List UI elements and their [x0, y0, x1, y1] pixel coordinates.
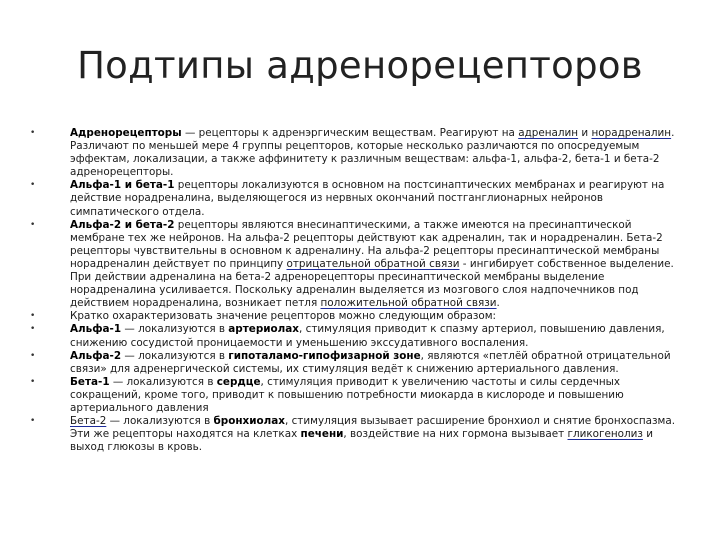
item-text: — локализуются в — [109, 375, 217, 388]
bullet-icon: • — [30, 180, 36, 191]
item-text: — локализуются в — [121, 349, 229, 362]
link-negative-feedback[interactable]: отрицательной обратной связи — [286, 257, 460, 270]
item-text: , являются «петлёй обратной отрицательной связи» для адренергической системы, их стимуляция ведёт к снижению артериального давления. — [70, 349, 671, 375]
term-bronchioles: бронхиолах — [213, 415, 285, 428]
slide-title: Подтипы адренорецепторов — [77, 44, 643, 87]
list-item-summary-intro — [30, 310, 685, 323]
bullet-icon: • — [30, 219, 36, 230]
item-text: , воздействие на них гормона вызывает — [343, 428, 568, 441]
item-text: рецепторы локализуются в основном на постсинаптических мембранах и реагируют на действие норадреналина, выделяющегося из нервных окончаний постганглионарных нейронов симпатического отдела. — [70, 179, 665, 218]
item-text: - ингибирует собственное выделение. При действии адреналина на бета-2 адренорецепторы пресинаптической мембраны выделение норадреналина усиливается. Поскольку адреналин выделяется из мозгового слоя надпочечников под действием норадреналина, возникает петля — [70, 257, 674, 310]
list-item-alpha2 — [30, 350, 685, 376]
link-glycogenolysis[interactable]: гликогенолиз — [567, 428, 643, 441]
term-alpha1: Альфа-1 — [70, 323, 122, 336]
bullet-icon: • — [30, 350, 36, 361]
list-item-alpha1-beta1 — [30, 179, 685, 218]
item-text: . Различают по меньшей мере 4 группы рецепторов, которые несколько различаются по опосредуемым эффектам, локализации, а также аффинитету к различным веществам: альфа-1, альфа-2, бета-1 и бета-2 адренорецепторы. — [70, 127, 675, 179]
item-text: — локализуются в — [106, 415, 214, 428]
term-alpha2: Альфа-2 — [70, 349, 122, 362]
link-adrenaline[interactable]: адреналин — [518, 127, 579, 139]
link-positive-feedback[interactable]: положительной обратной связи — [320, 297, 497, 310]
term-arterioles: артериолах — [228, 323, 299, 336]
term-heart: сердце — [216, 375, 261, 388]
item-text: — локализуются в — [121, 323, 229, 336]
item-text: , стимуляция вызывает расширение бронхиол и снятие бронхоспазма. Эти же рецепторы находятся на клетках — [70, 415, 676, 441]
term-hypothalamic-zone: гипоталамо-гипофизарной зоне — [228, 349, 421, 362]
bullet-icon: • — [30, 324, 36, 335]
term-liver: печени — [300, 428, 344, 441]
item-text: , стимуляция приводит к спазму артериол, повышению давления, снижению сосудистой проницаемости и уменьшению экссудативного воспаления. — [70, 323, 665, 349]
item-text: , стимуляция приводит к увеличению частоты и силы сердечных сокращений, кроме того, приводит к повышению потребности миокарда в кислороде и повышению артериального давления — [70, 375, 624, 414]
link-noradrenaline[interactable]: норадреналин — [591, 127, 672, 139]
bullet-icon: • — [30, 376, 36, 387]
term-adrenoreceptors: Адренорецепторы — [70, 127, 182, 139]
term-alpha1-beta1: Альфа-1 и бета-1 — [70, 179, 175, 192]
bullet-icon: • — [30, 416, 36, 427]
list-item-beta1 — [30, 376, 685, 415]
item-text: . — [496, 297, 500, 310]
item-text: Кратко охарактеризовать значение рецепторов можно следующим образом: — [70, 310, 497, 323]
list-item-beta2 — [30, 415, 685, 454]
bullet-list — [30, 127, 685, 454]
link-beta2[interactable]: Бета-2 — [70, 415, 107, 428]
item-text: и выход глюкозы в кровь. — [70, 428, 653, 454]
bullet-icon: • — [30, 128, 36, 138]
item-text: и — [578, 127, 592, 139]
term-alpha2-beta2: Альфа-2 и бета-2 — [70, 218, 175, 231]
bullet-icon: • — [30, 311, 36, 322]
list-item-alpha2-beta2 — [30, 219, 685, 311]
term-beta1: Бета-1 — [70, 375, 110, 388]
list-item-alpha1 — [30, 323, 685, 349]
item-text: — рецепторы к адренэргическим веществам. Реагируют на — [181, 127, 519, 139]
list-item-adrenoreceptors — [30, 127, 685, 179]
item-text: рецепторы являются внесинаптическими, а также имеются на пресинаптической мембране тех же нейронов. На альфа-2 рецепторы действуют как адреналин, так и норадреналин. Бета-2 рецепторы чувствительны в основном к адреналину. На альфа-2 рецепторы пресинаптической мембраны норадреналин действует по принципу — [70, 218, 663, 270]
